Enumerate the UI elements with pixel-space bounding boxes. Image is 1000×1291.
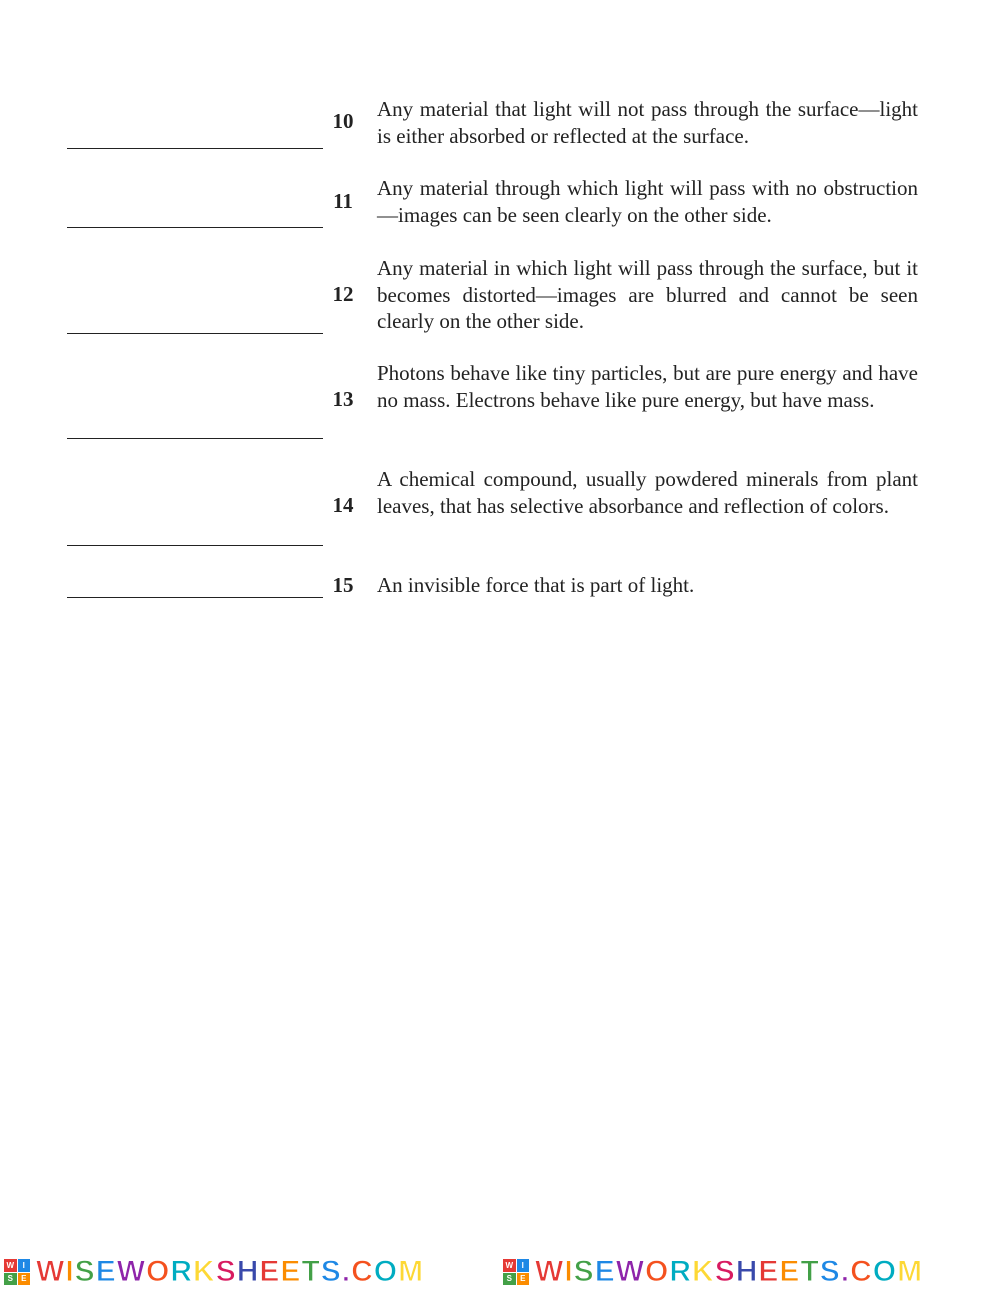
answer-input-10[interactable] [67,122,327,148]
answer-line-11 [67,227,323,228]
question-number: 12 [332,282,354,306]
brand-logo: W I S E [503,1259,529,1285]
answer-line-10 [67,148,323,149]
question-number: 10 [332,109,354,133]
question-number: 11 [333,189,353,213]
question-text: A chemical compound, usually powdered minerals from plant leaves, that has selective absorbance and reflection of colors. [377,467,918,518]
question-text: An invisible force that is part of light. [377,573,695,597]
answer-input-14[interactable] [67,519,327,545]
brand-watermark [503,1253,923,1291]
answer-input-13[interactable] [67,412,327,438]
brand-text: WISEWORKSHEETS.COM [36,1255,425,1288]
answer-input-11[interactable] [67,201,327,227]
question-number: 14 [332,493,354,517]
question-text: Any material through which light will pass with no obstruction—images can be seen clearly on the other side. [377,176,918,227]
question-text: Photons behave like tiny particles, but are pure energy and have no mass. Electrons behave like pure energy, but have mass. [377,361,918,412]
answer-input-15[interactable] [67,571,327,597]
answer-input-12[interactable] [67,307,327,333]
question-text: Any material that light will not pass through the surface—light is either absorbed or reflected at the surface. [377,97,918,148]
question-number: 15 [332,573,354,597]
question-number: 13 [332,387,354,411]
answer-line-15 [67,597,323,598]
brand-text: WISEWORKSHEETS.COM [535,1255,924,1288]
answer-line-13 [67,438,323,439]
question-text: Any material in which light will pass through the surface, but it becomes distorted—images are blurred and cannot be seen clearly on the other side. [377,256,918,333]
brand-logo: W I S E [4,1259,30,1285]
footer-watermark [0,1253,1000,1291]
brand-watermark [4,1253,424,1291]
answer-line-14 [67,545,323,546]
answer-line-12 [67,333,323,334]
